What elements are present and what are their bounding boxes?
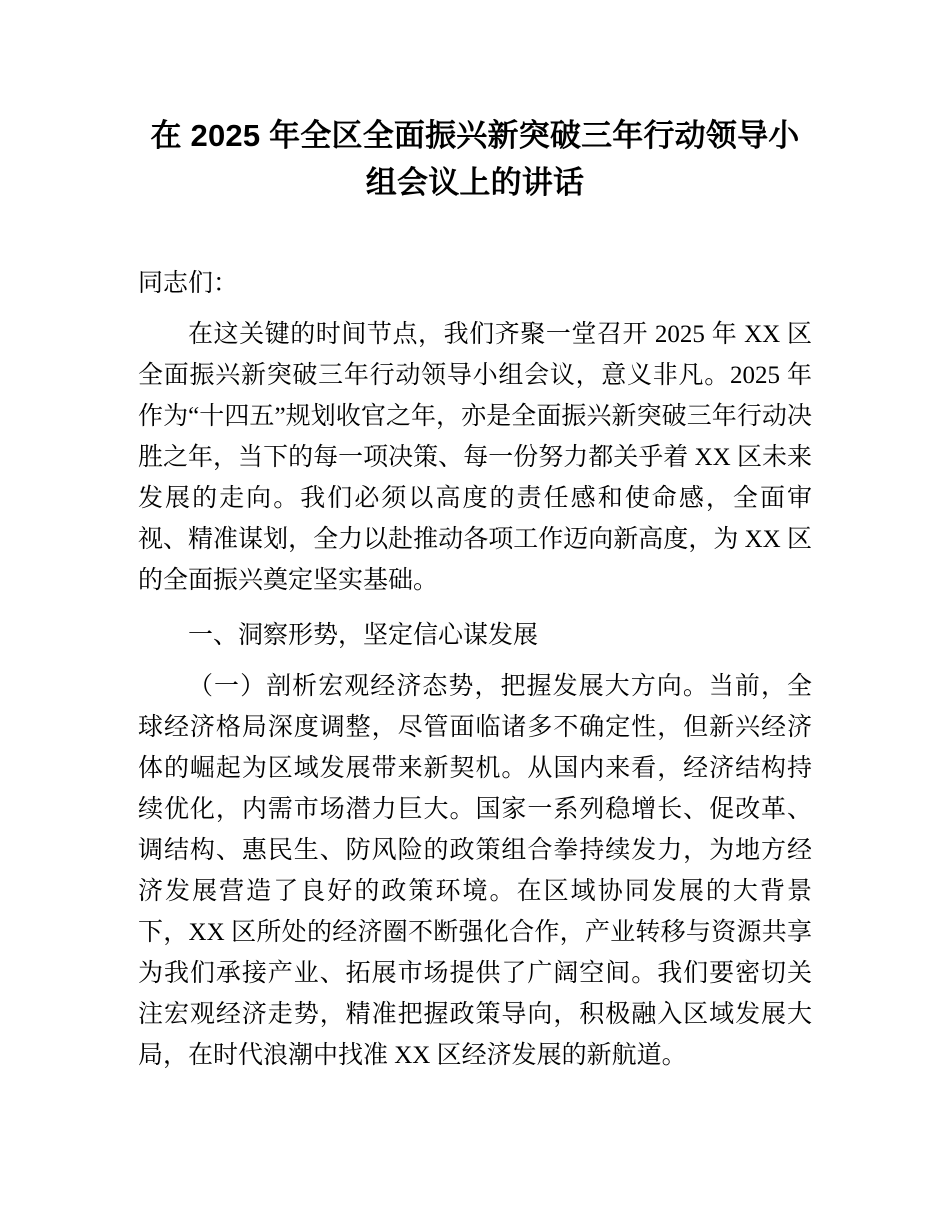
section-heading-1: 一、洞察形势，坚定信心谋发展 — [188, 622, 539, 649]
body-paragraph-2: （一）剖析宏观经济态势，把握发展大方向。当前，全球经济格局深度调整，尽管面临诸多不确定性，但新兴经济体的崛起为区域发展带来新契机。从国内来看，经济结构持续优化，内需市场潜力巨大。国家一系列稳增长、促改革、调结构、惠民生、防风险的政策组合拳持续发力，为地方经济发展营造了良好的政策环境。在区域协同发展的大背景下，XX 区所处的经济圈不断强化合作，产业转移与资源共享为我们承接产业、拓展市场提供了广阔空间。我们要密切关注宏观经济走势，精准把握政策导向，积极融入区域发展大局，在时代浪潮中找准 XX 区经济发展的新航道。 — [138, 673, 812, 1069]
page-title: 在 2025 年全区全面振兴新突破三年行动领导小组会议上的讲话 — [150, 118, 800, 200]
body-paragraph-1: 在这关键的时间节点，我们齐聚一堂召开 2025 年 XX 区全面振兴新突破三年行动领导小组会议，意义非凡。2025 年作为“十四五”规划收官之年，亦是全面振兴新突破三年行动决胜之年，当下的每一项决策、每一份努力都关乎着 XX 区未来发展的走向。我们必须以高度的责任感和使命感，全面审视、精准谋划，全力以赴推动各项工作迈向新高度，为 XX 区的全面振兴奠定坚实基础。 — [138, 321, 812, 594]
document-content — [138, 0, 812, 1076]
salutation: 同志们： — [138, 270, 239, 297]
